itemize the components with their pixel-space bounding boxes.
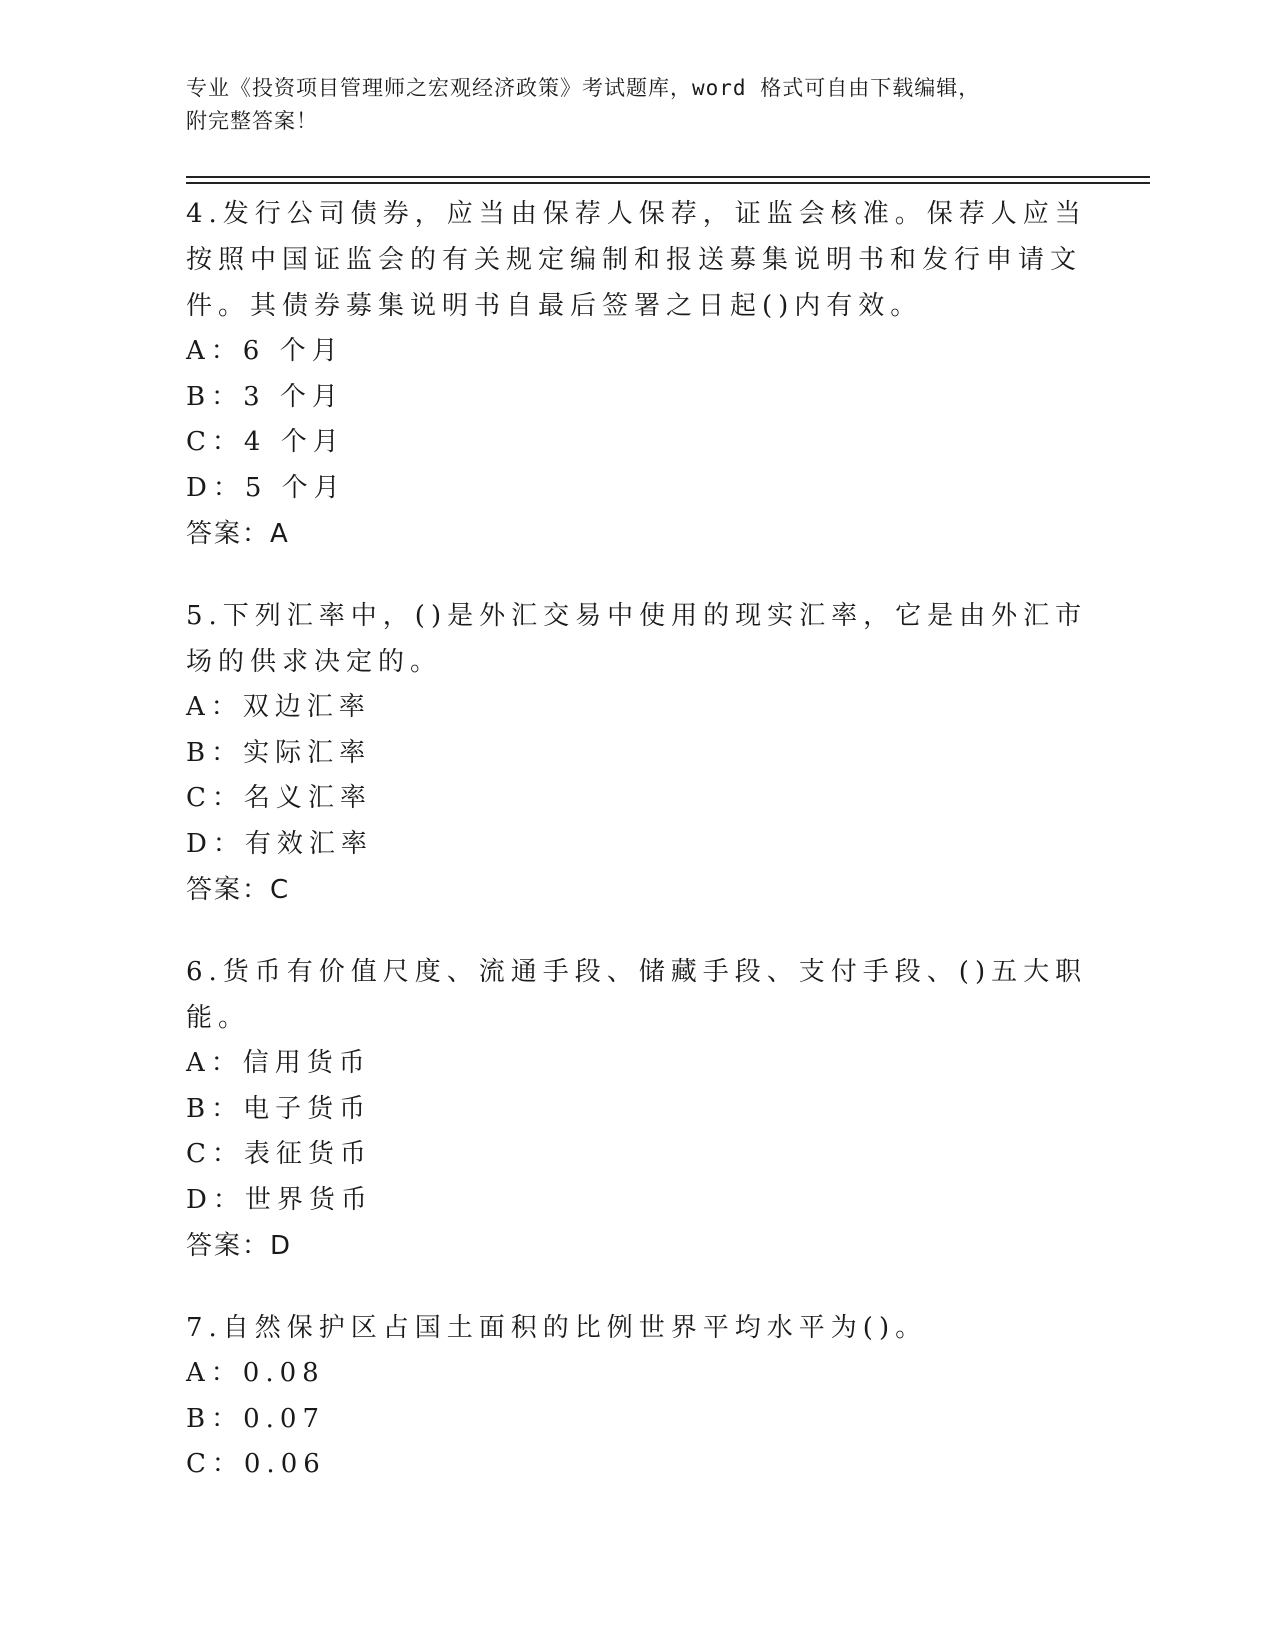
option-c: C：名义汇率 bbox=[186, 783, 372, 813]
option-c: C：4 个月 bbox=[186, 427, 345, 457]
question-list bbox=[186, 191, 1106, 1524]
question-text: 4.发行公司债券，应当由保荐人保荐，证监会核准。保荐人应当按照中国证监会的有关规定编制和报送募集说明书和发行申请文件。其债券募集说明书自最后签署之日起()内有效。 bbox=[186, 199, 1087, 321]
option-d: D：有效汇率 bbox=[186, 828, 373, 859]
answer-text: 答案：C bbox=[186, 875, 291, 905]
question-5 bbox=[186, 593, 1106, 913]
option-c: C：表征货币 bbox=[186, 1139, 372, 1169]
document-header bbox=[186, 72, 1066, 138]
header-line-1: 专业《投资项目管理师之宏观经济政策》考试题库，word 格式可自由下载编辑， bbox=[186, 76, 981, 100]
question-7 bbox=[186, 1305, 1106, 1488]
header-divider-top bbox=[186, 176, 1150, 178]
option-d: D：世界货币 bbox=[186, 1184, 373, 1215]
question-text: 6.货币有价值尺度、流通手段、储藏手段、支付手段、()五大职能。 bbox=[186, 957, 1088, 1033]
header-divider-bottom bbox=[186, 182, 1150, 184]
option-a: A：6 个月 bbox=[186, 336, 344, 366]
option-c: C：0.06 bbox=[186, 1449, 326, 1479]
option-b: B：电子货币 bbox=[186, 1093, 372, 1124]
header-line-2: 附完整答案！ bbox=[186, 109, 318, 133]
option-b: B：实际汇率 bbox=[186, 737, 372, 768]
option-a: A：信用货币 bbox=[186, 1048, 371, 1078]
question-6 bbox=[186, 949, 1106, 1269]
question-4 bbox=[186, 191, 1106, 557]
option-b: B：0.07 bbox=[186, 1403, 325, 1434]
option-a: A：0.08 bbox=[186, 1358, 325, 1388]
question-text: 5.下列汇率中，()是外汇交易中使用的现实汇率，它是由外汇市场的供求决定的。 bbox=[186, 601, 1088, 677]
option-d: D：5 个月 bbox=[186, 472, 346, 503]
answer-text: 答案：A bbox=[186, 519, 290, 549]
option-a: A：双边汇率 bbox=[186, 692, 371, 722]
option-b: B：3 个月 bbox=[186, 381, 344, 412]
question-text: 7.自然保护区占国土面积的比例世界平均水平为()。 bbox=[186, 1313, 928, 1343]
answer-text: 答案：D bbox=[186, 1231, 293, 1261]
